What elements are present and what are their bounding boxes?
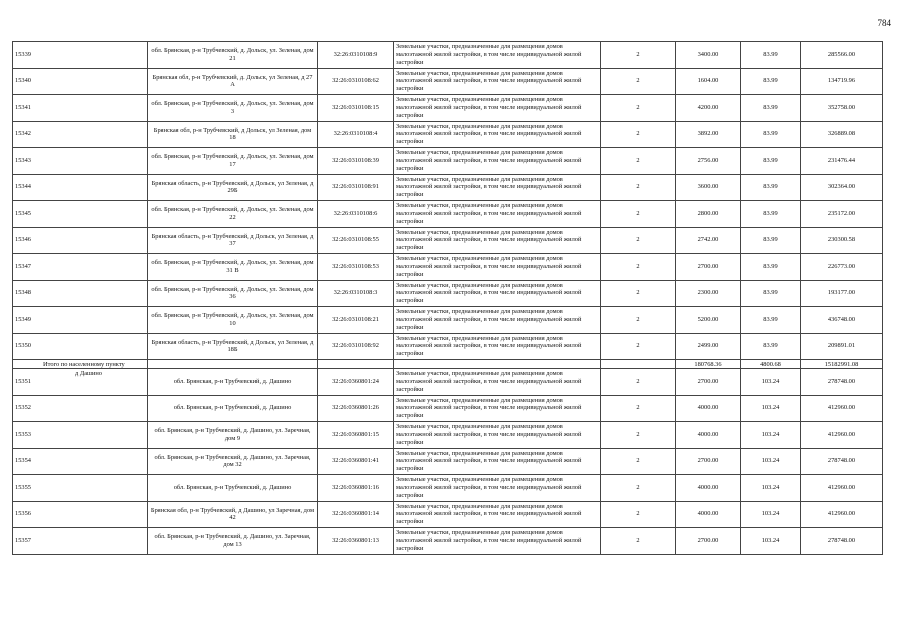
total-area: 180768.36 (676, 360, 741, 369)
record-number: 15345 (13, 201, 148, 228)
locality-name: д Дашино (75, 370, 103, 377)
cadastral-value-cell: 412960.00 (801, 395, 883, 422)
total-price: 4800.68 (741, 360, 801, 369)
table-row (13, 333, 883, 360)
unit-price-cell: 103.24 (741, 528, 801, 555)
address-cell: обл. Брянская, р-н Трубчевский, д. Дольск, ул. Зеленая, дом 36 (148, 280, 318, 307)
table-row (13, 307, 883, 334)
record-number (13, 369, 148, 396)
unit-price-cell: 83.99 (741, 95, 801, 122)
unit-price-cell: 103.24 (741, 395, 801, 422)
area-cell: 2700.00 (676, 254, 741, 281)
cadastral-number: 32:26:0360801:24 (318, 369, 394, 396)
cadastral-value-cell: 326889.08 (801, 121, 883, 148)
table-row (13, 254, 883, 281)
unit-price-cell: 103.24 (741, 369, 801, 396)
total-label: Итого по населенному пункту (13, 360, 148, 369)
land-use-cell: Земельные участки, предназначенные для размещения домов малоэтажной жилой застройки, в том числе индивидуальной жилой застройки (394, 395, 601, 422)
total-empty-cell (394, 360, 601, 369)
land-use-cell: Земельные участки, предназначенные для размещения домов малоэтажной жилой застройки, в том числе индивидуальной жилой застройки (394, 448, 601, 475)
table-row (13, 174, 883, 201)
table-row (13, 501, 883, 528)
group-number: 2 (601, 422, 676, 449)
area-cell: 3600.00 (676, 174, 741, 201)
record-number: 15342 (13, 121, 148, 148)
address-cell: Брянская обл, р-н Трубчевский, д. Дольск, ул Зеленая, д 27 А (148, 68, 318, 95)
cadastral-number: 32:26:0360801:16 (318, 475, 394, 502)
land-use-cell: Земельные участки, предназначенные для размещения домов малоэтажной жилой застройки, в том числе индивидуальной жилой застройки (394, 280, 601, 307)
group-number: 2 (601, 95, 676, 122)
unit-price-cell: 83.99 (741, 68, 801, 95)
record-number: 15356 (13, 501, 148, 528)
address-cell: обл. Брянская, р-н Трубчевский, д. Дашино, ул. Заречная, дом 13 (148, 528, 318, 555)
table-row (13, 448, 883, 475)
area-cell: 4000.00 (676, 422, 741, 449)
record-number: 15347 (13, 254, 148, 281)
unit-price-cell: 103.24 (741, 422, 801, 449)
group-number: 2 (601, 475, 676, 502)
record-number: 15348 (13, 280, 148, 307)
land-registry-table (12, 41, 883, 555)
group-number: 2 (601, 448, 676, 475)
land-use-cell: Земельные участки, предназначенные для размещения домов малоэтажной жилой застройки, в том числе индивидуальной жилой застройки (394, 501, 601, 528)
record-number: 15350 (13, 333, 148, 360)
record-number: 15339 (13, 42, 148, 69)
unit-price-cell: 83.99 (741, 254, 801, 281)
land-use-cell: Земельные участки, предназначенные для размещения домов малоэтажной жилой застройки, в том числе индивидуальной жилой застройки (394, 121, 601, 148)
group-number: 2 (601, 148, 676, 175)
land-use-cell: Земельные участки, предназначенные для размещения домов малоэтажной жилой застройки, в том числе индивидуальной жилой застройки (394, 475, 601, 502)
table-row (13, 201, 883, 228)
area-cell: 3892.00 (676, 121, 741, 148)
cadastral-value-cell: 226773.00 (801, 254, 883, 281)
table-body-dashino (13, 369, 883, 555)
table-total (13, 360, 883, 369)
group-number: 2 (601, 528, 676, 555)
land-use-cell: Земельные участки, предназначенные для размещения домов малоэтажной жилой застройки, в том числе индивидуальной жилой застройки (394, 422, 601, 449)
land-use-cell: Земельные участки, предназначенные для размещения домов малоэтажной жилой застройки, в том числе индивидуальной жилой застройки (394, 42, 601, 69)
cadastral-number: 32:26:0310108:53 (318, 254, 394, 281)
cadastral-number: 32:26:0310108:62 (318, 68, 394, 95)
cadastral-value-cell: 412960.00 (801, 422, 883, 449)
record-number: 15357 (13, 528, 148, 555)
address-cell: обл. Брянская, р-н Трубчевский, д. Дашино (148, 395, 318, 422)
total-empty-cell (148, 360, 318, 369)
record-number: 15341 (13, 95, 148, 122)
cadastral-number: 32:26:0310108:4 (318, 121, 394, 148)
cadastral-number: 32:26:0310108:55 (318, 227, 394, 254)
unit-price-cell: 83.99 (741, 148, 801, 175)
cadastral-number: 32:26:0310108:91 (318, 174, 394, 201)
address-cell: обл. Брянская, р-н Трубчевский, д. Дольск, ул. Зеленая, дом 17 (148, 148, 318, 175)
address-cell: Брянская область, р-н Трубчевский, д Дольск, ул Зеленая, д 18Б (148, 333, 318, 360)
unit-price-cell: 83.99 (741, 333, 801, 360)
total-value: 15182991.08 (801, 360, 883, 369)
area-cell: 2700.00 (676, 448, 741, 475)
area-cell: 2700.00 (676, 528, 741, 555)
cadastral-number: 32:26:0310108:6 (318, 201, 394, 228)
table-row (13, 121, 883, 148)
land-use-cell: Земельные участки, предназначенные для размещения домов малоэтажной жилой застройки, в том числе индивидуальной жилой застройки (394, 148, 601, 175)
group-number: 2 (601, 369, 676, 396)
record-number: 15340 (13, 68, 148, 95)
record-number: 15352 (13, 395, 148, 422)
area-cell: 4000.00 (676, 475, 741, 502)
table-row (13, 422, 883, 449)
group-number: 2 (601, 333, 676, 360)
cadastral-number: 32:26:0310108:3 (318, 280, 394, 307)
group-number: 2 (601, 280, 676, 307)
cadastral-number: 32:26:0310108:15 (318, 95, 394, 122)
address-cell: Брянская область, р-н Трубчевский, д Дольск, ул Зеленая, д 29Б (148, 174, 318, 201)
group-number: 2 (601, 42, 676, 69)
address-cell: обл. Брянская, р-н Трубчевский, д. Дольск, ул. Зеленая, дом 31 В (148, 254, 318, 281)
address-cell: Брянская обл, р-н Трубчевский, д Дашино, ул Заречная, дом 42 (148, 501, 318, 528)
land-use-cell: Земельные участки, предназначенные для размещения домов малоэтажной жилой застройки, в том числе индивидуальной жилой застройки (394, 307, 601, 334)
area-cell: 3400.00 (676, 42, 741, 69)
unit-price-cell: 83.99 (741, 121, 801, 148)
cadastral-value-cell: 209891.01 (801, 333, 883, 360)
total-row (13, 360, 883, 369)
cadastral-number: 32:26:0360801:15 (318, 422, 394, 449)
cadastral-value-cell: 278748.00 (801, 448, 883, 475)
unit-price-cell: 83.99 (741, 42, 801, 69)
cadastral-number: 32:26:0360801:13 (318, 528, 394, 555)
cadastral-value-cell: 134719.96 (801, 68, 883, 95)
cadastral-value-cell: 352758.00 (801, 95, 883, 122)
land-use-cell: Земельные участки, предназначенные для размещения домов малоэтажной жилой застройки, в том числе индивидуальной жилой застройки (394, 254, 601, 281)
address-cell: обл. Брянская, р-н Трубчевский, д. Дашино (148, 475, 318, 502)
unit-price-cell: 103.24 (741, 448, 801, 475)
group-number: 2 (601, 395, 676, 422)
table-row (13, 95, 883, 122)
cadastral-number: 32:26:0310108:9 (318, 42, 394, 69)
land-use-cell: Земельные участки, предназначенные для размещения домов малоэтажной жилой застройки, в том числе индивидуальной жилой застройки (394, 369, 601, 396)
table-row (13, 68, 883, 95)
table-row (13, 227, 883, 254)
unit-price-cell: 83.99 (741, 201, 801, 228)
cadastral-value-cell: 412960.00 (801, 475, 883, 502)
cadastral-value-cell: 412960.00 (801, 501, 883, 528)
address-cell: обл. Брянская, р-н Трубчевский, д. Дольск, ул. Зеленая, дом 10 (148, 307, 318, 334)
land-use-cell: Земельные участки, предназначенные для размещения домов малоэтажной жилой застройки, в том числе индивидуальной жилой застройки (394, 174, 601, 201)
cadastral-value-cell: 278748.00 (801, 369, 883, 396)
area-cell: 2756.00 (676, 148, 741, 175)
cadastral-number: 32:26:0360801:26 (318, 395, 394, 422)
unit-price-cell: 83.99 (741, 174, 801, 201)
unit-price-cell: 103.24 (741, 501, 801, 528)
area-cell: 2700.00 (676, 369, 741, 396)
group-number: 2 (601, 254, 676, 281)
group-number: 2 (601, 174, 676, 201)
cadastral-number: 32:26:0310108:21 (318, 307, 394, 334)
land-use-cell: Земельные участки, предназначенные для размещения домов малоэтажной жилой застройки, в том числе индивидуальной жилой застройки (394, 201, 601, 228)
cadastral-value-cell: 193177.00 (801, 280, 883, 307)
unit-price-cell: 103.24 (741, 475, 801, 502)
area-cell: 4000.00 (676, 501, 741, 528)
area-cell: 2800.00 (676, 201, 741, 228)
record-number-text: 15351 (15, 377, 31, 385)
cadastral-value-cell: 235172.00 (801, 201, 883, 228)
area-cell: 5200.00 (676, 307, 741, 334)
cadastral-number: 32:26:0310108:39 (318, 148, 394, 175)
area-cell: 2300.00 (676, 280, 741, 307)
table-row (13, 475, 883, 502)
group-number: 2 (601, 68, 676, 95)
land-use-cell: Земельные участки, предназначенные для размещения домов малоэтажной жилой застройки, в том числе индивидуальной жилой застройки (394, 95, 601, 122)
address-cell: обл. Брянская, р-н Трубчевский, д. Дольск, ул. Зеленая, дом 22 (148, 201, 318, 228)
address-cell: обл. Брянская, р-н Трубчевский, д. Дашино, ул. Заречная, дом 32 (148, 448, 318, 475)
unit-price-cell: 83.99 (741, 227, 801, 254)
cadastral-value-cell: 231476.44 (801, 148, 883, 175)
group-number: 2 (601, 121, 676, 148)
area-cell: 4000.00 (676, 395, 741, 422)
land-use-cell: Земельные участки, предназначенные для размещения домов малоэтажной жилой застройки, в том числе индивидуальной жилой застройки (394, 68, 601, 95)
cadastral-number: 32:26:0360801:41 (318, 448, 394, 475)
address-cell: Брянская обл, р-н Трубчевский, д Дольск, ул Зеленая, дом 18 (148, 121, 318, 148)
cadastral-number: 32:26:0360801:14 (318, 501, 394, 528)
group-number: 2 (601, 227, 676, 254)
page-number: 784 (877, 18, 891, 28)
cadastral-value-cell: 278748.00 (801, 528, 883, 555)
record-number: 15354 (13, 448, 148, 475)
table-body-dolsk (13, 42, 883, 360)
total-empty-cell (318, 360, 394, 369)
cadastral-number: 32:26:0310108:92 (318, 333, 394, 360)
table-row (13, 395, 883, 422)
land-use-cell: Земельные участки, предназначенные для размещения домов малоэтажной жилой застройки, в том числе индивидуальной жилой застройки (394, 333, 601, 360)
area-cell: 4200.00 (676, 95, 741, 122)
table-row (13, 528, 883, 555)
table-row (13, 148, 883, 175)
cadastral-value-cell: 230300.58 (801, 227, 883, 254)
total-empty-cell (601, 360, 676, 369)
address-cell: обл. Брянская, р-н Трубчевский, д. Дольск, ул. Зеленая, дом 21 (148, 42, 318, 69)
address-cell: обл. Брянская, р-н Трубчевский, д. Дольск, ул. Зеленая, дом 3 (148, 95, 318, 122)
cadastral-value-cell: 436748.00 (801, 307, 883, 334)
group-number: 2 (601, 307, 676, 334)
record-number: 15346 (13, 227, 148, 254)
unit-price-cell: 83.99 (741, 280, 801, 307)
area-cell: 1604.00 (676, 68, 741, 95)
table-row (13, 369, 883, 396)
area-cell: 2742.00 (676, 227, 741, 254)
land-use-cell: Земельные участки, предназначенные для размещения домов малоэтажной жилой застройки, в том числе индивидуальной жилой застройки (394, 227, 601, 254)
cadastral-value-cell: 285566.00 (801, 42, 883, 69)
record-number: 15344 (13, 174, 148, 201)
address-cell: Брянская область, р-н Трубчевский, д Дольск, ул Зеленая, д 37 (148, 227, 318, 254)
record-number: 15353 (13, 422, 148, 449)
address-cell: обл. Брянская, р-н Трубчевский, д. Дашино (148, 369, 318, 396)
record-number: 15349 (13, 307, 148, 334)
table-row (13, 280, 883, 307)
unit-price-cell: 83.99 (741, 307, 801, 334)
area-cell: 2499.00 (676, 333, 741, 360)
record-number: 15355 (13, 475, 148, 502)
group-number: 2 (601, 201, 676, 228)
cadastral-value-cell: 302364.00 (801, 174, 883, 201)
group-number: 2 (601, 501, 676, 528)
address-cell: обл. Брянская, р-н Трубчевский, д. Дашино, ул. Заречная, дом 9 (148, 422, 318, 449)
record-number: 15343 (13, 148, 148, 175)
table-row (13, 42, 883, 69)
land-use-cell: Земельные участки, предназначенные для размещения домов малоэтажной жилой застройки, в том числе индивидуальной жилой застройки (394, 528, 601, 555)
